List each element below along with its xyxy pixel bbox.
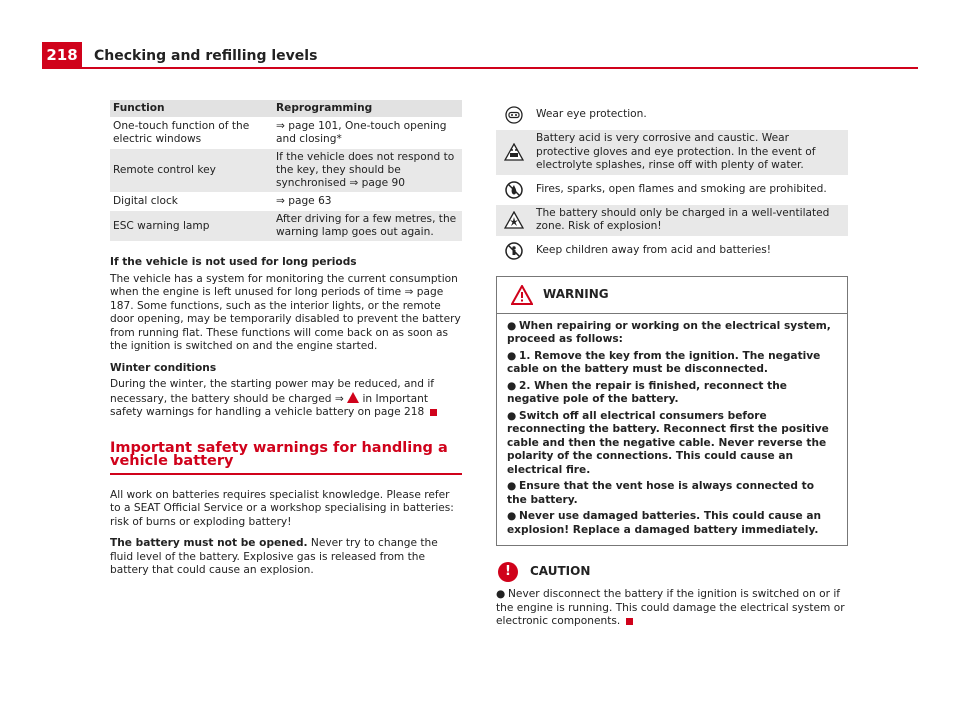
- warning-title: WARNING: [543, 286, 609, 301]
- table-row: [110, 118, 462, 149]
- corrosive-icon: [496, 143, 532, 161]
- eye-protection-icon: [496, 106, 532, 124]
- warning-item: [507, 410, 837, 478]
- table-header-reprogramming: Reprogramming: [273, 100, 462, 118]
- bullet-icon: ●: [507, 409, 517, 422]
- winter-text-after: in Important safety warnings for handling a vehicle battery on page 218: [110, 392, 429, 418]
- symbol-row: [496, 236, 848, 266]
- table-header-function: Function: [110, 100, 273, 118]
- caution-header: [496, 562, 848, 582]
- warning-triangle-icon: [347, 392, 359, 403]
- winter-text-before: During the winter, the starting power may be reduced, and if necessary, the battery should be charged ⇒: [110, 378, 435, 405]
- page-number: 218: [42, 42, 82, 68]
- warning-item: [507, 510, 837, 537]
- must-not-open-text: [110, 537, 462, 578]
- section-end-marker: [626, 618, 633, 625]
- right-column: [496, 100, 848, 629]
- table-cell-function: One-touch function of the electric windows: [110, 118, 273, 149]
- section-end-marker: [430, 409, 437, 416]
- bullet-icon: ●: [507, 379, 517, 392]
- warning-item-text: 1. Remove the key from the ignition. The negative cable on the battery must be disconnected.: [507, 349, 821, 375]
- warning-item-text: Ensure that the vent hose is always connected to the battery.: [507, 480, 814, 506]
- section-title: Important safety warnings for handling a vehicle battery: [110, 442, 462, 475]
- section-intro: All work on batteries requires specialist knowledge. Please refer to a SEAT Official Service or a workshop specialising in batteries: risk of burns or exploding battery!: [110, 488, 454, 528]
- warning-item: [507, 350, 837, 377]
- symbol-row: [496, 175, 848, 205]
- keep-children-away-icon: [496, 242, 532, 260]
- bullet-icon: ●: [507, 510, 517, 522]
- bullet-icon: ●: [507, 480, 517, 492]
- bullet-icon: ●: [496, 588, 506, 600]
- warning-item-text: Never use damaged batteries. This could cause an explosion! Replace a damaged battery immediately.: [507, 510, 822, 536]
- left-column: [110, 100, 462, 578]
- must-not-open-rest: Never try to change the fluid level of the battery. Explosive gas is released from the battery that could cause an explosion.: [110, 537, 438, 576]
- bullet-icon: ●: [507, 349, 517, 362]
- not-used-text: The vehicle has a system for monitoring the current consumption when the engine is left unused for long periods of time ⇒ page 187. Some functions, such as the interior lights, or the remote door opening, may be temporarily disabled to prevent the battery from running flat. These functions will come back on as soon as the ignition is switched on and the engine started.: [110, 272, 461, 352]
- table-cell-reprogramming: ⇒ page 63: [273, 193, 462, 211]
- warning-item-text: When repairing or working on the electrical system, proceed as follows:: [507, 319, 831, 345]
- table-cell-function: Digital clock: [110, 193, 273, 211]
- warning-item-text: Switch off all electrical consumers before reconnecting the battery. Reconnect first the positive cable and then the negative cable. Never reverse the polarity of the connections. This could cause an electrical fire.: [507, 409, 829, 476]
- no-fire-icon: [496, 181, 532, 199]
- warning-item: [507, 480, 837, 507]
- symbol-row: [496, 205, 848, 236]
- symbol-row: [496, 130, 848, 175]
- table-cell-reprogramming: If the vehicle does not respond to the key, they should be synchronised ⇒ page 90: [273, 149, 462, 193]
- symbol-text: The battery should only be charged in a well-ventilated zone. Risk of explosion!: [536, 206, 830, 232]
- explosive-icon: [496, 211, 532, 229]
- page-title: Checking and refilling levels: [94, 48, 318, 64]
- bullet-icon: ●: [507, 319, 517, 332]
- warning-header: [507, 285, 837, 305]
- not-used-heading: If the vehicle is not used for long periods: [110, 256, 357, 268]
- table-cell-reprogramming: ⇒ page 101, One-touch opening and closing*: [273, 118, 462, 149]
- symbol-row: [496, 100, 848, 130]
- symbol-text: Keep children away from acid and batteries!: [536, 243, 771, 256]
- caution-title: CAUTION: [530, 564, 591, 579]
- caution-text: [496, 588, 848, 629]
- winter-text: [110, 378, 462, 420]
- symbol-text: Wear eye protection.: [536, 108, 647, 121]
- header-divider: [42, 67, 918, 69]
- warning-divider: [497, 313, 847, 314]
- warning-triangle-icon: [511, 285, 533, 305]
- table-cell-function: Remote control key: [110, 149, 273, 193]
- table-row: [110, 211, 462, 242]
- warning-item: [507, 320, 837, 347]
- function-table: [110, 100, 462, 242]
- symbol-text: Fires, sparks, open flames and smoking are prohibited.: [536, 182, 827, 195]
- table-row: [110, 149, 462, 193]
- table-cell-function: ESC warning lamp: [110, 211, 273, 242]
- warning-item-text: 2. When the repair is finished, reconnect the negative pole of the battery.: [507, 379, 787, 405]
- symbol-text: Battery acid is very corrosive and caustic. Wear protective gloves and eye protection. In the event of electrolyte splashes, rinse off with plenty of water.: [536, 132, 816, 171]
- table-row: [110, 193, 462, 211]
- table-header-row: [110, 100, 462, 118]
- winter-heading: Winter conditions: [110, 361, 217, 374]
- warning-item: [507, 380, 837, 407]
- caution-icon: !: [498, 562, 518, 582]
- caution-text-body: Never disconnect the battery if the ignition is switched on or if the engine is running. This could damage the electrical system or electronic components.: [496, 588, 845, 627]
- must-not-open-bold: The battery must not be opened.: [110, 537, 308, 549]
- warning-box: [496, 276, 848, 547]
- table-cell-reprogramming: After driving for a few metres, the warning lamp goes out again.: [273, 211, 462, 242]
